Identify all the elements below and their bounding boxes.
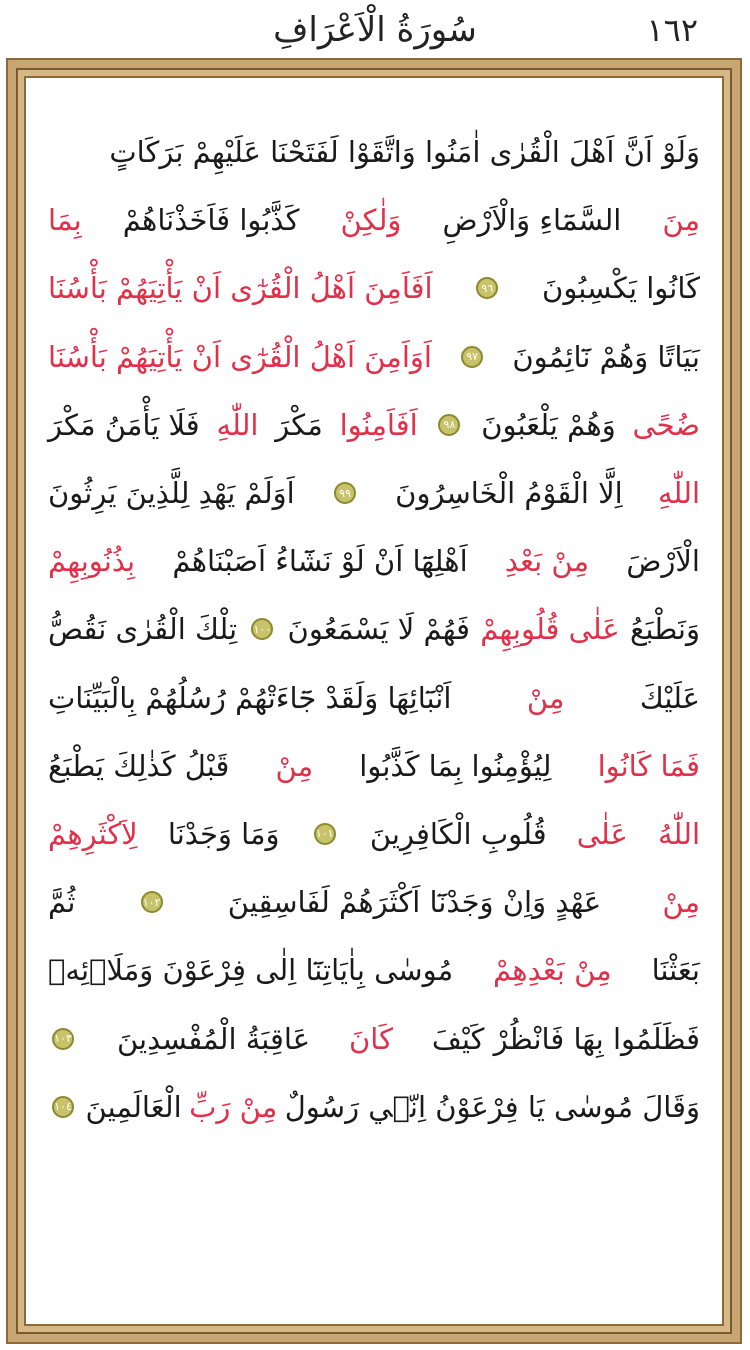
verse-line <box>48 391 700 459</box>
verse-line <box>48 1004 700 1072</box>
verse-text: اِلَّا الْقَوْمُ الْخَاسِرُونَ <box>395 476 623 511</box>
verse-text: مَكْرَ <box>275 407 323 442</box>
verse-line <box>48 459 700 527</box>
verse-text-highlighted: وَلٰكِنْ <box>340 203 402 238</box>
verse-lines <box>48 118 700 1141</box>
frame-inner-border <box>16 68 732 1334</box>
verse-line <box>48 186 700 254</box>
verse-text: اَوَلَمْ يَهْدِ لِلَّذِينَ يَرِثُونَ <box>48 476 295 511</box>
ayah-number-marker: ١٠٣ <box>52 1028 74 1050</box>
verse-line <box>48 118 700 186</box>
verse-text: اَنْبَٓائِهَا وَلَقَدْ جَٓاءَتْهُمْ رُسُلُهُمْ بِالْبَيِّنَاتِ <box>48 680 452 715</box>
verse-text: وَنَطْبَعُ <box>629 612 700 647</box>
verse-line <box>48 936 700 1004</box>
surah-title: سُورَةُ الْاَعْرَافِ <box>273 10 477 50</box>
verse-text: بَيَاتًا وَهُمْ نَٓائِمُونَ <box>512 339 700 374</box>
ayah-number-marker: ٩٦ <box>476 277 498 299</box>
verse-text-highlighted: اللّٰهُ <box>657 816 700 851</box>
ayah-number-marker: ٩٩ <box>334 482 356 504</box>
ornamental-frame <box>6 58 742 1344</box>
ayah-number-marker: ٩٧ <box>461 346 483 368</box>
verse-text: لِيُؤْمِنُوا بِمَا كَذَّبُوا <box>359 748 552 783</box>
verse-line <box>48 800 700 868</box>
verse-text-highlighted: مِنْ بَعْدِ <box>504 544 590 579</box>
verse-text: وَمَا وَجَدْنَا <box>167 816 280 851</box>
ayah-number-marker: ٩٨ <box>438 414 460 436</box>
verse-line <box>48 1073 700 1141</box>
verse-text: فَلَا يَأْمَنُ مَكْرَ <box>48 407 200 442</box>
verse-text: الْعَالَمِينَ <box>85 1089 182 1124</box>
verse-text: الْاَرْضَ <box>626 544 700 579</box>
page-number: ١٦٢ <box>646 11 698 49</box>
page-header <box>0 0 750 58</box>
verse-text: عَاقِبَةُ الْمُفْسِدِينَ <box>116 1021 311 1056</box>
verse-text-highlighted: عَلٰى قُلُوبِهِمْ <box>480 612 620 647</box>
verse-text: تِلْكَ الْقُرٰى نَقُصُّ <box>48 612 238 647</box>
verse-text-highlighted: اَفَاَمِنَ اَهْلُ الْقُرٰٓى اَنْ يَأْتِيَهُمْ بَأْسُنَا <box>48 271 433 306</box>
verse-text: بَعَثْنَا <box>651 953 700 988</box>
verse-text: ثُمَّ <box>48 885 76 920</box>
verse-text-highlighted: مِنْ <box>275 748 314 783</box>
text-area <box>24 76 724 1326</box>
verse-line <box>48 254 700 322</box>
verse-text-highlighted: اللّٰهِ <box>657 476 700 511</box>
verse-text: عَلَيْكَ <box>639 680 700 715</box>
ayah-number-marker: ١٠٠ <box>251 618 273 640</box>
verse-text: فَهُمْ لَا يَسْمَعُونَ <box>287 612 471 647</box>
verse-line <box>48 732 700 800</box>
verse-text-highlighted: ضُحًى <box>632 407 700 442</box>
verse-text-highlighted: بِذُنُوبِهِمْ <box>48 544 136 579</box>
verse-line <box>48 527 700 595</box>
verse-line <box>48 595 700 663</box>
verse-text-highlighted: مِنَ <box>662 203 700 238</box>
verse-text: كَانُوا يَكْسِبُونَ <box>542 271 700 306</box>
verse-text: وَلَوْ اَنَّ اَهْلَ الْقُرٰى اٰمَنُوا وَاتَّقَوْا لَفَتَحْنَا عَلَيْهِمْ بَرَكَاتٍ <box>109 135 700 170</box>
verse-text: قُلُوبِ الْكَافِرِينَ <box>369 816 547 851</box>
verse-text-highlighted: لِاَكْثَرِهِمْ <box>48 816 138 851</box>
verse-text: فَظَلَمُوا بِهَا فَانْظُرْ كَيْفَ <box>431 1021 700 1056</box>
ayah-number-marker: ١٠٤ <box>52 1096 74 1118</box>
verse-text: السَّمَٓاءِ وَالْاَرْضِ <box>442 203 622 238</box>
verse-text-highlighted: اَفَاَمِنُوا <box>339 407 418 442</box>
verse-text-highlighted: بِمَا <box>48 203 82 238</box>
ayah-number-marker: ١٠٢ <box>141 891 163 913</box>
verse-text-highlighted: فَمَا كَانُوا <box>597 748 700 783</box>
verse-text-highlighted: مِنْ <box>526 680 565 715</box>
verse-text-highlighted: اللّٰهِ <box>216 407 259 442</box>
verse-text-highlighted: عَلٰى <box>576 816 628 851</box>
verse-line <box>48 323 700 391</box>
verse-text: عَهْدٍ وَاِنْ وَجَدْنَٓا اَكْثَرَهُمْ لَفَاسِقِينَ <box>227 885 602 920</box>
ayah-number-marker: ١٠١ <box>314 823 336 845</box>
verse-text: مُوسٰى بِاٰيَاتِنَٓا اِلٰى فِرْعَوْنَ وَمَلَا۬ئِهٖ <box>48 953 454 988</box>
verse-text-highlighted: كَانَ <box>348 1021 393 1056</box>
verse-text: كَذَّبُوا فَاَخَذْنَاهُمْ <box>122 203 300 238</box>
verse-text: وَقَالَ مُوسٰى يَا فِرْعَوْنُ اِنّ۪ي رَسُولٌ <box>284 1089 700 1124</box>
verse-text: قَبْلُ كَذٰلِكَ يَطْبَعُ <box>48 748 230 783</box>
verse-text: وَهُمْ يَلْعَبُونَ <box>481 407 616 442</box>
verse-line <box>48 868 700 936</box>
verse-line <box>48 664 700 732</box>
verse-text-highlighted: مِنْ بَعْدِهِمْ <box>493 953 612 988</box>
verse-text-highlighted: مِنْ رَبِّ <box>189 1089 278 1124</box>
verse-text-highlighted: مِنْ <box>662 885 700 920</box>
verse-text: اَهْلِهَٓا اَنْ لَوْ نَشَٓاءُ اَصَبْنَاهُمْ <box>172 544 468 579</box>
verse-text-highlighted: اَوَاَمِنَ اَهْلُ الْقُرٰٓى اَنْ يَأْتِيَهُمْ بَأْسُنَا <box>48 339 432 374</box>
